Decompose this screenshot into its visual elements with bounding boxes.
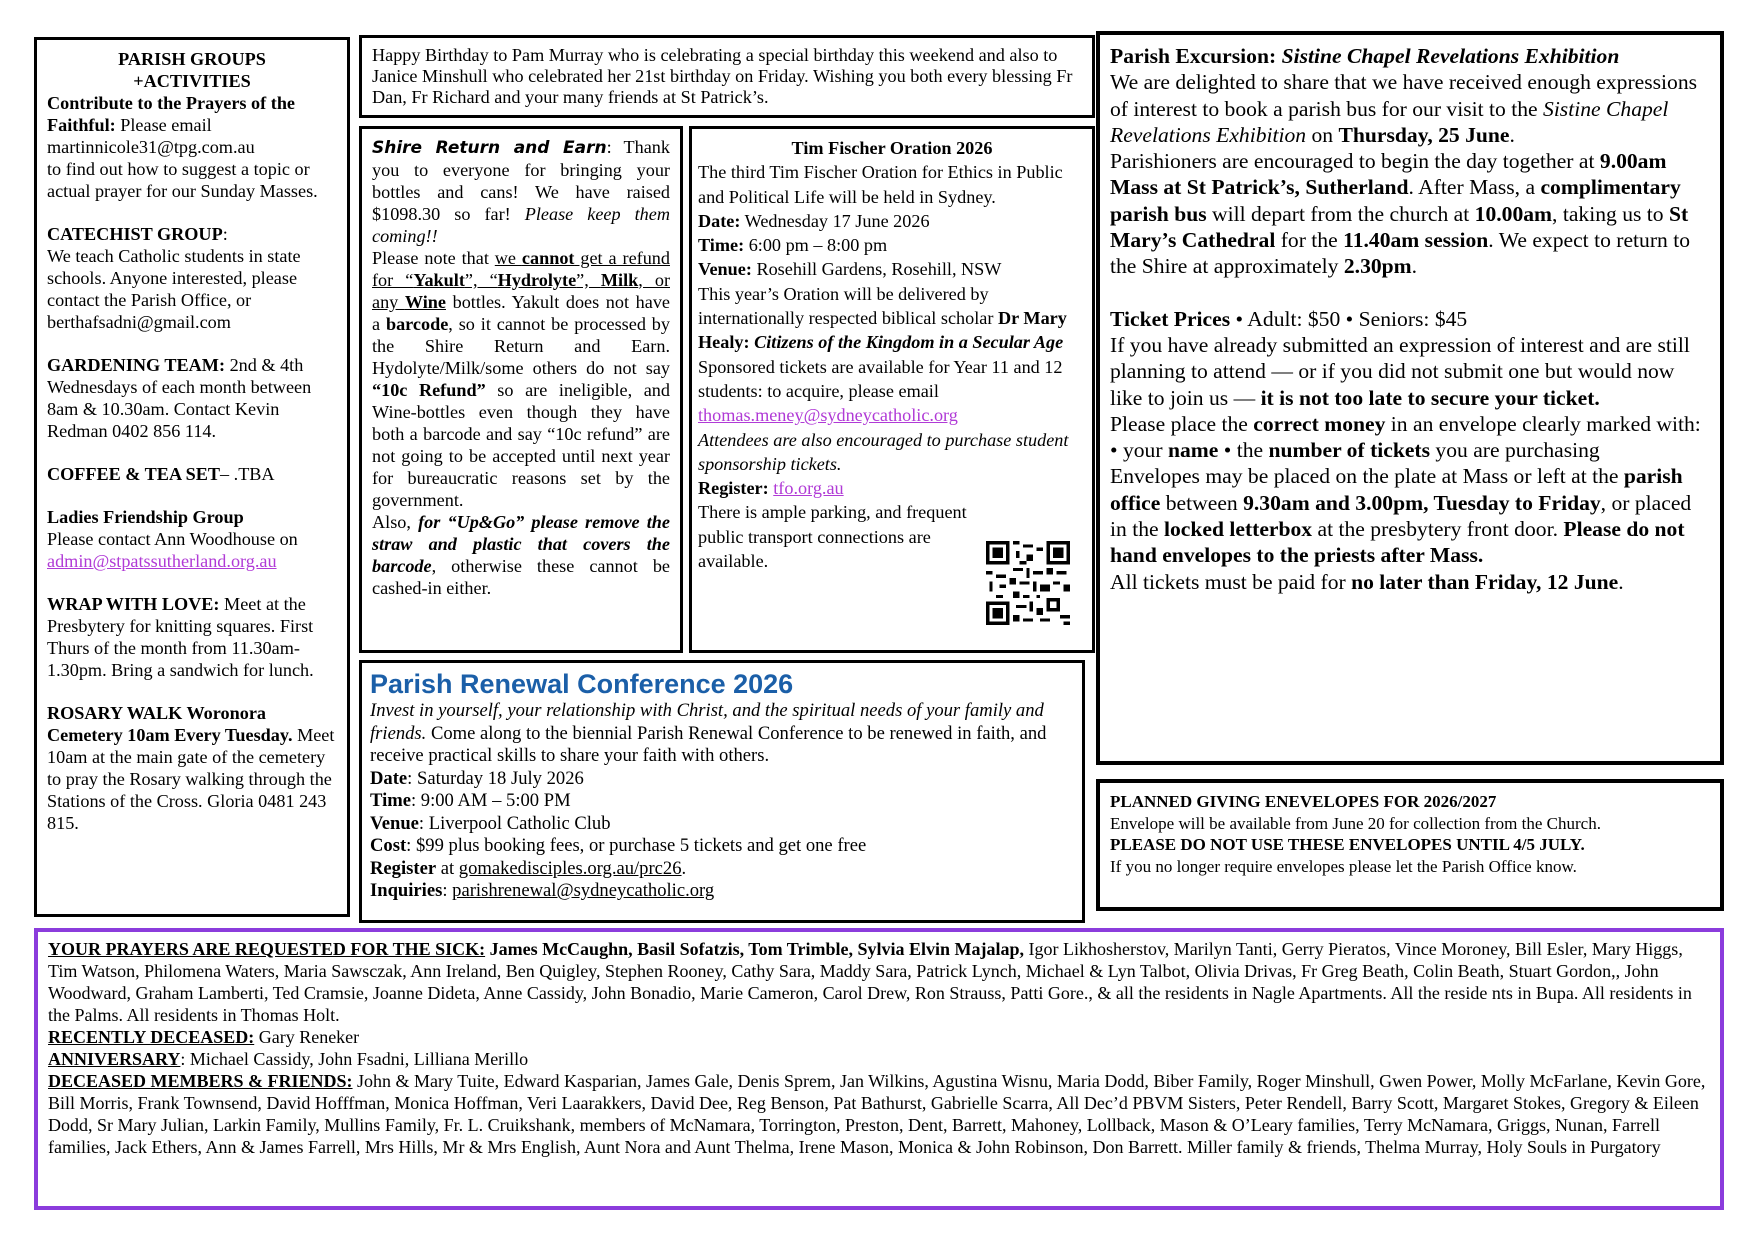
excursion-p4: Please place the correct money in an envelope clearly marked with: • your name • the number of tickets you are purchasing [1110, 411, 1701, 463]
excursion-p1: We are delighted to share that we have received enough expressions of interest to book a parish bus for our visit to the Sistine Chapel Revelations Exhibition on Thursday, 25 June. [1110, 70, 1698, 147]
renewal-inquiries: Inquiries: parishrenewal@sydneycatholic.org [370, 880, 715, 901]
tim-oration: This year’s Oration will be delivered by internationally respected biblical scholar Dr Mary Healy: Citizens of the Kingdom in a Secular Age [698, 283, 1067, 353]
wrap-item: WRAP WITH LOVE: Meet at the Presbytery for knitting squares. First Thurs of the month from 11.30am-1.30pm. Bring a sandwich for lunch. [47, 594, 314, 680]
prayers-sick-box [34, 928, 1724, 1210]
deceased-members: DECEASED MEMBERS & FRIENDS: John & Mary Tuite, Edward Kasparian, James Gale, Denis Sprem, Jan Wilkins, Agustina Wisnu, Maria Dodd, Biber Family, Roger Minshull, Gwen Power, Molly McFarlane, Kevin Gore, Bill Morris, Frank Townsend, David Hofffman, Monica Hoffman, Veri Laarakkers, David Dee, Reg Benson, Pat Bathurst, Gabrielle Scarra, All Dec’d PBVM Sisters, Peter Rendell, Barry Scott, Margaret Stokes, Gregory & Eileen Dodd, Sr Mary Julian, Larkin Family, Mullins Family, Fr. L. Cruikshank, members of McNamara, Torrington, Preston, Dent, Barrett, Mahoney, Lollback, Mason & O’Leary families, Terry McNamara, Griggs, Nunan, Farrell families, Jack Ethers, Ann & James Farrell, Mrs Hills, Mr & Mrs English, Aunt Nora and Aunt Thelma, Irene Mason, Monica & John Robinson, Don Barrett. Miller family & friends, Thelma Murray, Holy Souls in Purgatory [48, 1071, 1706, 1157]
prayers-item: Contribute to the Prayers of the Faithful: Please email martinnicole31@tpg.com.au to find out how to suggest a topic or actual prayer for our Sunday Masses. [47, 93, 318, 201]
excursion-title: Parish Excursion: Sistine Chapel Revelations Exhibition [1110, 44, 1620, 68]
excursion-tickets: Ticket Prices • Adult: $50 • Seniors: $45 [1110, 306, 1468, 331]
renewal-inquiries-link[interactable]: parishrenewal@sydneycatholic.org [452, 880, 715, 901]
excursion-p2: Parishioners are encouraged to begin the day together at 9.00am Mass at St Patrick’s, Sutherland. After Mass, a complimentary parish bus will depart from the church at 10.00am, taking us to St Mary’s Cathedral for the 11.40am session. We expect to return to the Shire at approximately 2.30pm. [1110, 149, 1691, 279]
tim-parking: There is ample parking, and frequent public transport connections are available. [698, 502, 967, 572]
tim-register-link[interactable]: tfo.org.au [773, 478, 844, 499]
renewal-time: Time: 9:00 AM – 5:00 PM [370, 790, 571, 811]
parish-renewal-box [359, 660, 1085, 923]
tim-title: Tim Fischer Oration 2026 [791, 138, 993, 158]
recently-deceased: RECENTLY DECEASED: Gary Reneker [48, 1027, 360, 1047]
tim-sponsored: Sponsored tickets are available for Year 11 and 12 students: to acquire, please email [698, 356, 1063, 401]
ladies-email-link[interactable]: admin@stpatssutherland.org.au [47, 551, 277, 571]
ladies-item: Ladies Friendship Group Please contact Ann Woodhouse on admin@stpatssutherland.org.au [47, 507, 298, 571]
tim-email-link[interactable]: thomas.meney@sydneycatholic.org [698, 405, 958, 426]
parish-groups-box [34, 37, 350, 917]
renewal-cost: Cost: $99 plus booking fees, or purchase 5 tickets and get one free [370, 835, 867, 856]
renewal-venue: Venue: Liverpool Catholic Club [370, 812, 611, 834]
excursion-p3: If you have already submitted an expression of interest and are still planning to attend — or if you did not submit one but would now like to join us — it is not too late to secure your ticket. [1110, 332, 1690, 410]
tim-time: Time: 6:00 pm – 8:00 pm [698, 235, 888, 256]
giving-line3: If you no longer require envelopes please let the Parish Office know. [1110, 856, 1577, 876]
renewal-intro: Invest in yourself, your relationship with Christ, and the spiritual needs of your family and friends. Come along to the biennial Parish Renewal Conference to be renewed in faith, and receive practical skills to share your faith with others. [370, 700, 1047, 766]
giving-line1: Envelope will be available from June 20 for collection from the Church. [1110, 813, 1601, 833]
gardening-item: GARDENING TEAM: 2nd & 4th Wednesdays of each month between 8am & 10.30am. Contact Kevin Redman 0402 856 114. [47, 355, 312, 441]
sick-list: YOUR PRAYERS ARE REQUESTED FOR THE SICK: James McCaughn, Basil Sofatzis, Tom Trimble, Sylvia Elvin Majalap, Igor Likhosherstov, Marilyn Tanti, Gerry Pieratos, Vince Moroney, Bill Esler, Mary Higgs, Tim Watson, Philomena Waters, Maria Sawsczak, Ann Ireland, Ben Quigley, Stephen Rooney, Cathy Sara, Maddy Sara, Patrick Lynch, Michael & Lyn Talbot, Olivia Drivas, Fr Greg Beath, Colin Beath, Stuart Gordon,, John Woodward, Graham Lamberti, Ted Cramsie, Joanne Dideta, Anne Cassidy, John Bonadio, Marie Cameron, Carol Drew, Ron Strauss, Patti Gore., & all the residents in Nagle Apartments. All the reside nts in Bupa. All residents in the Palms. All residents in Thomas Holt. [48, 939, 1692, 1025]
coffee-item: COFFEE & TEA SET– .TBA [47, 464, 275, 484]
shire-return-box [359, 126, 683, 653]
parish-excursion-box [1096, 31, 1724, 765]
renewal-title: Parish Renewal Conference 2026 [370, 669, 794, 699]
rosary-item: ROSARY WALK Woronora Cemetery 10am Every Tuesday. Meet 10am at the main gate of the cemetery to pray the Rosary walking through the Stations of the Cross. Gloria 0481 243 815. [47, 703, 335, 833]
prayers-email[interactable]: martinnicole31@tpg.com.au [47, 137, 255, 157]
shire-text: Shire Return and Earn: Thank you to everyone for bringing your bottles and cans! We have raised $1098.30 so far! Please keep them coming!! Please note that we cannot get a refund for “Yakult”, “Hydrolyte”, Milk, or any Wine bottles. Yakult does not have a barcode, so it cannot be processed by the Shire Return and Earn. Hydolyte/Milk/some others do not say “10c Refund” so are ineligible, and Wine-bottles even though they have both a barcode and say “10c refund” are not going to be accepted until next year for bureaucratic reasons set by the government. Also, for “Up&Go” please remove the straw and plastic that covers the barcode, otherwise these cannot be cashed-in either. [372, 137, 670, 598]
qr-code-icon[interactable] [986, 541, 1070, 625]
birthday-text: Happy Birthday to Pam Murray who is celebrating a special birthday this weekend and also to Janice Minshull who celebrated her 21st birthday on Friday. Wishing you both every blessing Fr Dan, Fr Richard and your many friends at St Patrick’s. [372, 45, 1073, 107]
birthday-box [359, 35, 1095, 118]
tim-register: Register: tfo.org.au [698, 478, 844, 499]
anniversary: ANNIVERSARY: Michael Cassidy, John Fsadni, Lilliana Merillo [48, 1049, 529, 1069]
parish-groups-subtitle: +ACTIVITIES [133, 71, 251, 91]
tim-venue: Venue: Rosehill Gardens, Rosehill, NSW [698, 259, 1002, 280]
planned-giving-box [1096, 779, 1724, 911]
tim-fischer-box [689, 126, 1095, 653]
renewal-register: Register at gomakedisciples.org.au/prc26. [370, 857, 687, 879]
renewal-register-link[interactable]: gomakedisciples.org.au/prc26 [458, 857, 682, 879]
tim-date: Date: Wednesday 17 June 2026 [698, 210, 930, 231]
tim-intro: The third Tim Fischer Oration for Ethics in Public and Political Life will be held in Sydney. [698, 162, 1063, 207]
parish-groups-title: PARISH GROUPS [118, 49, 266, 69]
excursion-p5: Envelopes may be placed on the plate at Mass or left at the parish office between 9.30am and 3.00pm, Tuesday to Friday, or placed in the locked letterbox at the presbytery front door. Please do not hand envelopes to the priests after Mass. [1110, 464, 1692, 568]
renewal-date: Date: Saturday 18 July 2026 [370, 767, 584, 789]
catechist-item: CATECHIST GROUP: We teach Catholic students in state schools. Anyone interested, please contact the Parish Office, or berthafsadni@gmail.com [47, 224, 301, 332]
excursion-p6: All tickets must be paid for no later than Friday, 12 June. [1110, 569, 1624, 594]
giving-line2: PLEASE DO NOT USE THESE ENVELOPES UNTIL 4/5 JULY. [1110, 835, 1585, 854]
tim-attendees: Attendees are also encouraged to purchase student sponsorship tickets. [698, 429, 1069, 474]
shire-title: Shire Return and Earn [372, 138, 607, 158]
giving-title: PLANNED GIVING ENEVELOPES FOR 2026/2027 [1110, 792, 1497, 811]
